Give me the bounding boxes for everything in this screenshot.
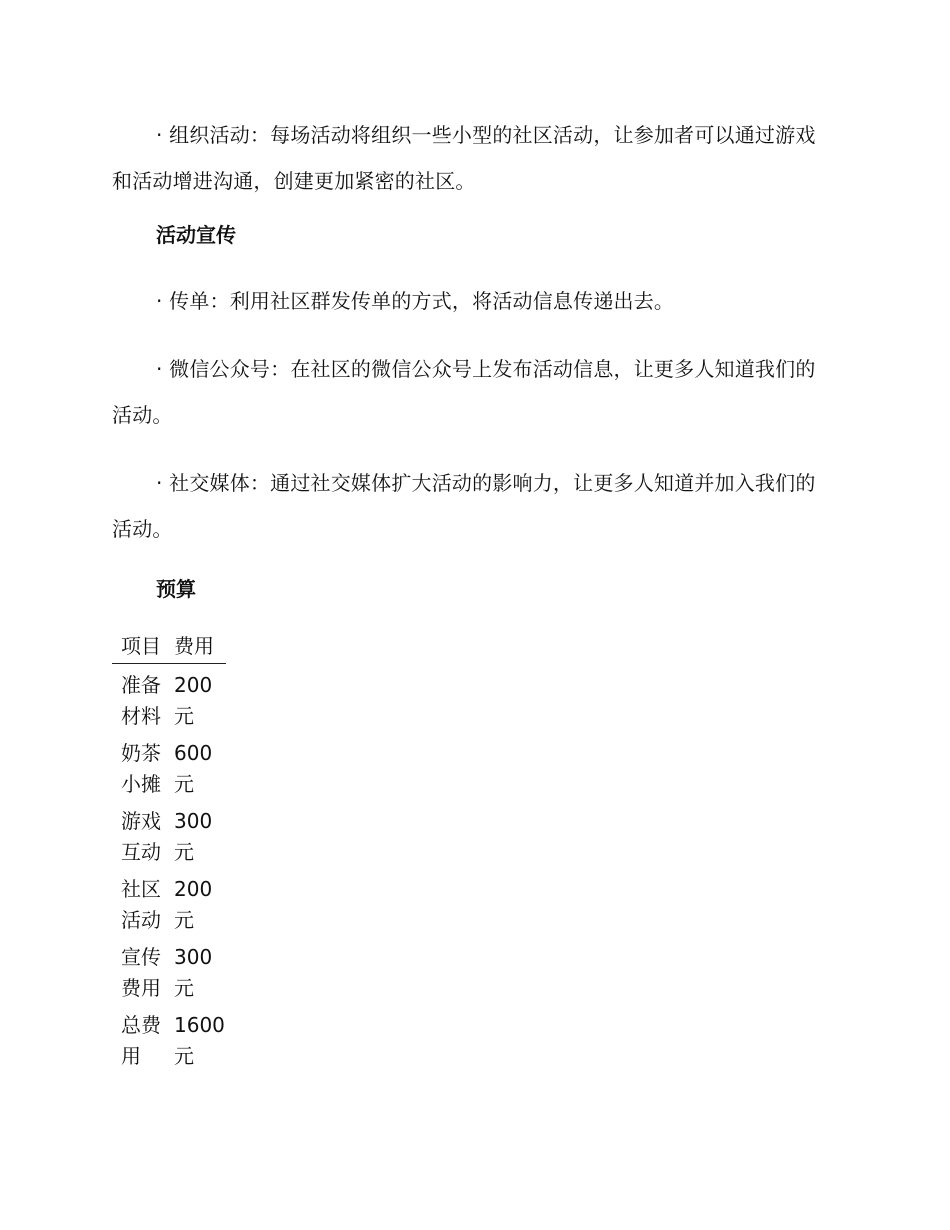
row-item-cost: 300元 [174, 809, 213, 864]
table-row [112, 800, 226, 868]
row-item-cost: 600元 [174, 741, 213, 796]
row-item-cost: 200元 [174, 877, 213, 932]
paragraph-social-media: · 社交媒体：通过社交媒体扩大活动的影响力，让更多人知道并加入我们的活动。 [112, 471, 816, 541]
row-item-name: 宣传费用 [121, 945, 161, 1000]
table-header-row [112, 632, 226, 664]
table-row-total [112, 1004, 226, 1072]
section-heading-budget: 预算 [156, 577, 196, 601]
table-row [112, 664, 226, 733]
paragraph-flyers: · 传单：利用社区群发传单的方式，将活动信息传递出去。 [156, 289, 675, 313]
row-item-name: 游戏互动 [121, 809, 161, 864]
row-item-cost: 200元 [174, 673, 213, 728]
row-item-cost: 1600元 [174, 1013, 225, 1068]
table-row [112, 732, 226, 800]
column-header-cost: 费用 [165, 632, 226, 664]
row-item-name: 准备材料 [121, 673, 161, 728]
paragraph-wechat: · 微信公众号：在社区的微信公众号上发布活动信息，让更多人知道我们的活动。 [112, 357, 816, 427]
row-item-name: 总费用 [121, 1013, 161, 1068]
row-item-cost: 300元 [174, 945, 213, 1000]
section-heading-promotion: 活动宣传 [156, 223, 236, 247]
row-item-name: 社区活动 [121, 877, 161, 932]
table-row [112, 936, 226, 1004]
table-row [112, 868, 226, 936]
column-header-item: 项目 [112, 632, 165, 664]
budget-table [112, 632, 226, 1072]
row-item-name: 奶茶小摊 [121, 741, 161, 796]
paragraph-organize-activities: · 组织活动：每场活动将组织一些小型的社区活动，让参加者可以通过游戏和活动增进沟通，创建更加紧密的社区。 [112, 123, 816, 193]
